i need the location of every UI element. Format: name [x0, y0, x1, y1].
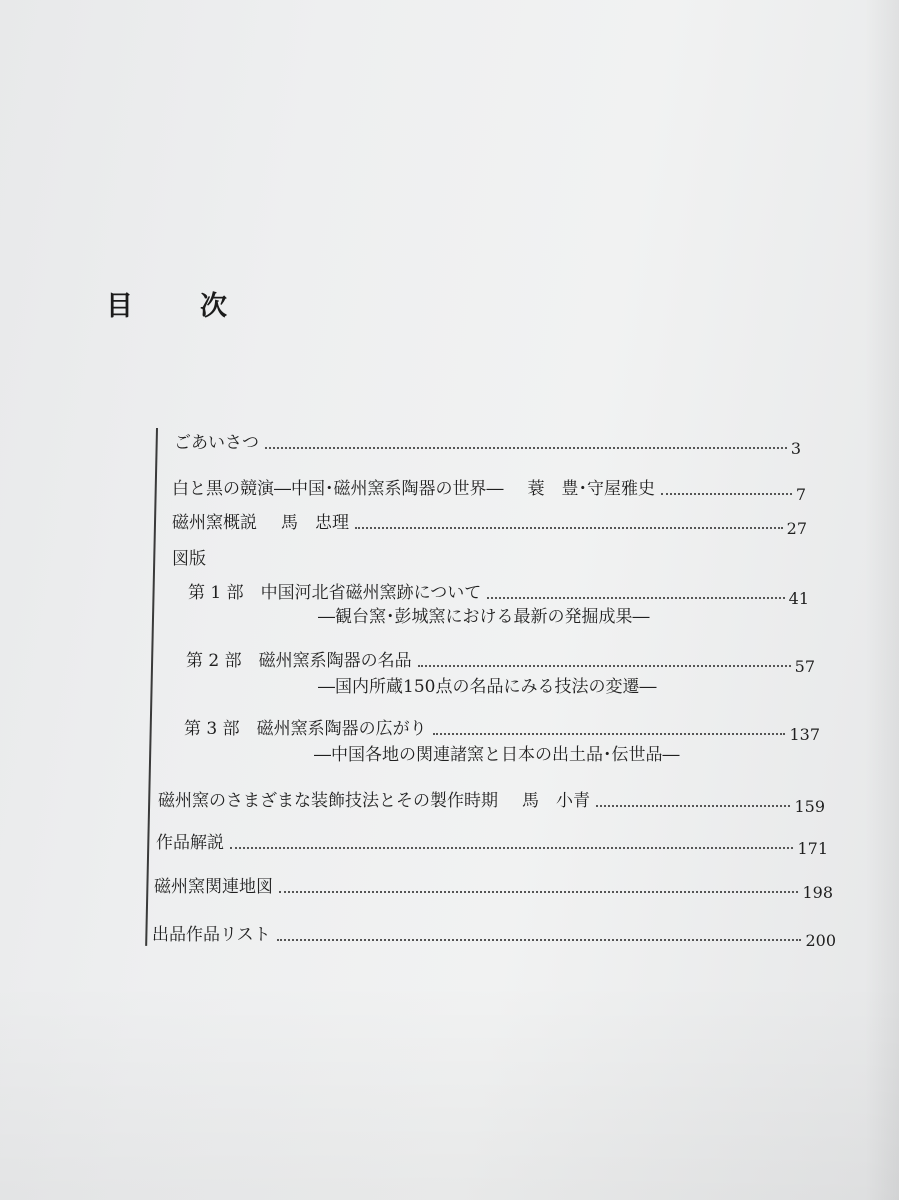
toc-page-number: 41	[788, 589, 809, 608]
toc-entry-label: 磁州窯のさまざまな装飾技法とその製作時期	[158, 791, 498, 811]
page-title: 目 次	[106, 291, 247, 322]
toc-leader-dots	[265, 447, 787, 449]
toc-entry-part-3[interactable]	[184, 714, 820, 744]
toc-entry-label: 磁州窯概説	[172, 513, 257, 533]
toc-page-number: 57	[794, 657, 815, 676]
toc-entry-label: 第 3 部 磁州窯系陶器の広がり	[184, 719, 427, 739]
toc-entry-exhibit-list[interactable]	[152, 920, 836, 950]
toc-entry-label: 出品作品リスト	[152, 925, 271, 945]
toc-leader-dots	[279, 891, 798, 893]
toc-entry-label: 磁州窯関連地図	[154, 877, 273, 897]
toc-entry-author: 馬 忠理	[281, 513, 349, 533]
toc-entry-label: 第 1 部 中国河北省磁州窯跡について	[188, 583, 482, 603]
toc-leader-dots	[433, 733, 786, 735]
toc-entry-map[interactable]	[154, 872, 833, 902]
toc-entry-greeting[interactable]	[174, 428, 801, 458]
toc-entry-part-1[interactable]	[188, 578, 809, 608]
toc-page-number: 3	[790, 439, 801, 458]
toc-entry-commentary[interactable]	[156, 828, 828, 858]
toc-entry-overview[interactable]	[172, 508, 807, 538]
toc-subtitle-part-1: ―観台窯･彭城窯における最新の発掘成果―	[318, 607, 650, 627]
toc-entry-white-and-black[interactable]	[172, 474, 806, 504]
toc-leader-dots	[661, 493, 792, 495]
toc-entry-part-2[interactable]	[186, 646, 815, 676]
toc-entry-decoration-techniques[interactable]	[158, 786, 825, 816]
toc-subtitle-part-3: ―中国各地の関連諸窯と日本の出土品･伝世品―	[314, 745, 680, 765]
toc-leader-dots	[596, 805, 790, 807]
toc-page-number: 27	[786, 519, 807, 538]
toc-entry-label: ごあいさつ	[174, 433, 259, 453]
toc-entry-label: 白と黒の競演―中国･磁州窯系陶器の世界―	[172, 479, 504, 499]
page-bottom-shadow	[0, 980, 899, 1200]
toc-leader-dots	[355, 527, 783, 529]
toc-page-number: 198	[802, 883, 833, 902]
toc-entry-author: 蓑 豊･守屋雅史	[527, 479, 655, 499]
toc-page-number: 171	[797, 839, 828, 858]
toc-leader-dots	[487, 597, 784, 599]
toc-page-number: 137	[789, 725, 820, 744]
toc-entry-label: 作品解説	[156, 833, 224, 853]
toc-vertical-rule	[145, 428, 158, 946]
toc-entry-label: 図版	[172, 549, 206, 569]
toc-leader-dots	[418, 665, 791, 667]
toc-page-number: 200	[805, 931, 836, 950]
toc-page-number: 159	[794, 797, 825, 816]
toc-entry-plates[interactable]	[172, 544, 292, 570]
toc-page-number: 7	[795, 485, 806, 504]
toc-subtitle-part-2: ―国内所蔵150点の名品にみる技法の変遷―	[318, 677, 657, 697]
toc-entry-label: 第 2 部 磁州窯系陶器の名品	[186, 651, 412, 671]
toc-leader-dots	[277, 939, 802, 941]
toc-leader-dots	[230, 847, 793, 849]
toc-entry-author: 馬 小青	[522, 791, 590, 811]
